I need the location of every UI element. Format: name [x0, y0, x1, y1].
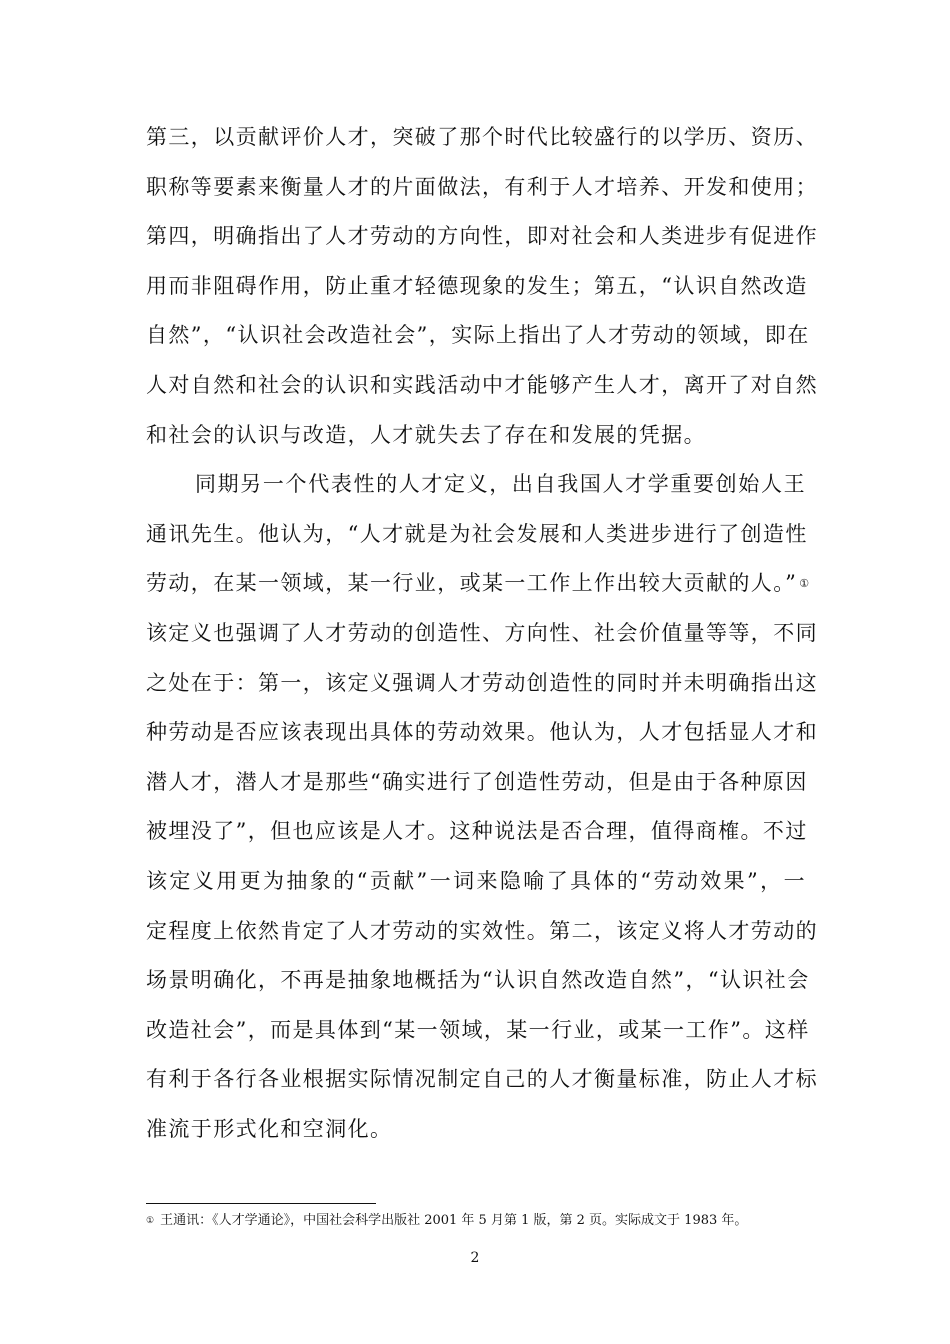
text-line: 第四，明确指出了人才劳动的方向性，即对社会和人类进步有促进作 — [146, 224, 818, 249]
text-line: 和社会的认识与改造，人才就失去了存在和发展的凭据。 — [146, 422, 706, 447]
text-segment: 劳动，在某一领域，某一行业，或某一工作上作出较大贡献的人。” — [146, 571, 798, 596]
footnote-text: 王通讯：《人才学通论》，中国社会科学出版社 2001 年 5 月第 1 版，第 2 页。实际成文于 1983 年。 — [160, 1213, 748, 1228]
body-text — [146, 113, 818, 1154]
text-line: 同期另一个代表性的人才定义，出自我国人才学重要创始人王 — [195, 472, 806, 497]
text-line: 改造社会”，而是具体到“某一领域，某一行业，或某一工作”。这样 — [146, 1017, 810, 1042]
text-line: 潜人才，潜人才是那些“确实进行了创造性劳动，但是由于各种原因 — [146, 769, 808, 794]
footnote-reference[interactable]: ① — [799, 577, 810, 591]
text-line: 通讯先生。他认为，“人才就是为社会发展和人类进步进行了创造性 — [146, 521, 808, 546]
text-line-with-footnote — [146, 559, 810, 609]
text-line: 准流于形式化和空洞化。 — [146, 1116, 393, 1141]
text-line: 该定义用更为抽象的“贡献”一词来隐喻了具体的“劳动效果”，一 — [146, 868, 806, 893]
footnote-marker: ① — [146, 1216, 155, 1226]
text-line: 人对自然和社会的认识和实践活动中才能够产生人才，离开了对自然 — [146, 372, 818, 397]
text-line: 用而非阻碍作用，防止重才轻德现象的发生；第五，“认识自然改造 — [146, 273, 808, 298]
footnote — [146, 1212, 747, 1230]
text-line: 场景明确化，不再是抽象地概括为“认识自然改造自然”，“认识社会 — [146, 968, 810, 993]
text-line: 被埋没了”，但也应该是人才。这种说法是否合理，值得商榷。不过 — [146, 819, 808, 844]
footnote-divider — [146, 1203, 376, 1204]
text-line: 种劳动是否应该表现出具体的劳动效果。他认为，人才包括显人才和 — [146, 720, 818, 745]
text-line: 自然”，“认识社会改造社会”，实际上指出了人才劳动的领域，即在 — [146, 323, 810, 348]
text-line: 之处在于：第一，该定义强调人才劳动创造性的同时并未明确指出这 — [146, 670, 818, 695]
text-line: 定程度上依然肯定了人才劳动的实效性。第二，该定义将人才劳动的 — [146, 918, 818, 943]
text-line: 该定义也强调了人才劳动的创造性、方向性、社会价值量等等，不同 — [146, 620, 818, 645]
text-line: 职称等要素来衡量人才的片面做法，有利于人才培养、开发和使用； — [146, 174, 818, 199]
page-number: 2 — [470, 1250, 480, 1266]
text-line: 有利于各行各业根据实际情况制定自己的人才衡量标准，防止人才标 — [146, 1067, 818, 1092]
text-line: 第三，以贡献评价人才，突破了那个时代比较盛行的以学历、资历、 — [146, 125, 818, 149]
